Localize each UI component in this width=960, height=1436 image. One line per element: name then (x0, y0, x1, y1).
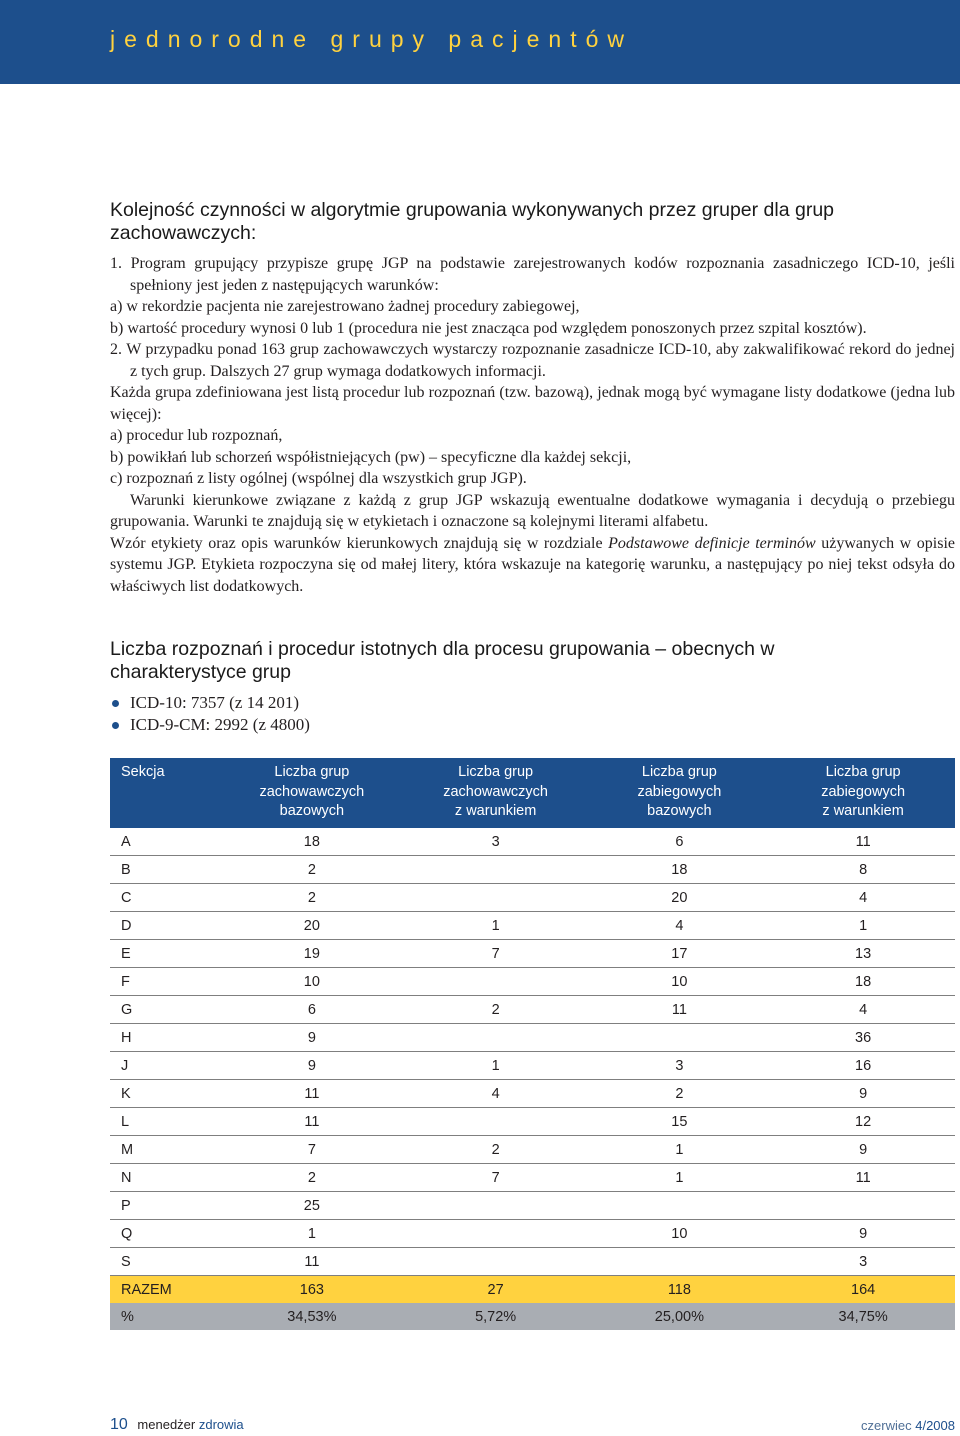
table-cell: 6 (220, 996, 404, 1024)
table-cell: 2 (220, 856, 404, 884)
chapter-reference: Podstawowe definicje terminów (608, 534, 816, 552)
table-cell: L (110, 1108, 220, 1136)
table-cell: 15 (588, 1108, 772, 1136)
footer-publication (110, 1416, 244, 1434)
table-cell: 5,72% (404, 1303, 588, 1330)
table-total-row (110, 1276, 955, 1304)
table-cell: 20 (588, 884, 772, 912)
table-cell: 4 (771, 884, 955, 912)
table-cell: 11 (771, 828, 955, 856)
label-pattern-text-2: używanych w opisie systemu JGP. Etykieta rozpoczyna się od małej litery, która wskazuje na kategorię warunku, a następujący po niej tekst odsyła do właściwych list dodatkowych. (110, 534, 955, 595)
table-row (110, 1192, 955, 1220)
issue-month: czerwiec (861, 1418, 912, 1433)
header-title: jednorodne grupy pacjentów (110, 26, 633, 52)
table-cell: F (110, 968, 220, 996)
label-pattern-text-1: Wzór etykiety oraz opis warunków kierunkowych znajdują się w rozdziale (110, 534, 609, 552)
table-cell: 3 (404, 828, 588, 856)
list-item-a: a) procedur lub rozpoznań, (110, 427, 283, 444)
table-row (110, 1220, 955, 1248)
table-cell: 11 (220, 1080, 404, 1108)
table-cell: 11 (771, 1164, 955, 1192)
table-cell: 1 (588, 1136, 772, 1164)
table-cell: 8 (771, 856, 955, 884)
table-cell: 1 (588, 1164, 772, 1192)
table-cell: G (110, 996, 220, 1024)
paragraph-conditions: Warunki kierunkowe związane z każdą z grup JGP wskazują ewentualne dodatkowe wymagania i decydują o przebiegu grupowania. Warunki te znajdują się w etykietach i oznaczone są kolejnymi literami alfabetu. (110, 491, 955, 530)
table-cell (404, 1248, 588, 1276)
table-cell: 25 (220, 1192, 404, 1220)
table-cell: 163 (220, 1276, 404, 1304)
table-cell (404, 968, 588, 996)
table-cell: 36 (771, 1024, 955, 1052)
table-cell: 3 (588, 1052, 772, 1080)
table-row (110, 1024, 955, 1052)
bullet-icd9cm: ICD-9-CM: 2992 (z 4800) (110, 714, 310, 736)
table-cell: 11 (588, 996, 772, 1024)
table-cell: 18 (588, 856, 772, 884)
table-cell: 1 (220, 1220, 404, 1248)
table-cell: D (110, 912, 220, 940)
table-cell: A (110, 828, 220, 856)
page-number: 10 (110, 1416, 128, 1433)
table-percent-row (110, 1303, 955, 1330)
table-cell: 17 (588, 940, 772, 968)
table-cell: 164 (771, 1276, 955, 1304)
table-cell: 27 (404, 1276, 588, 1304)
table-row (110, 1080, 955, 1108)
issue-number: 4/2008 (915, 1418, 955, 1433)
header-surgical-conditional: Liczba grup zabiegowych z warunkiem (771, 758, 955, 828)
table-cell (404, 1108, 588, 1136)
table-cell: 2 (404, 1136, 588, 1164)
table-cell: 34,75% (771, 1303, 955, 1330)
table-cell: 16 (771, 1052, 955, 1080)
table-cell: 11 (220, 1108, 404, 1136)
table-cell: 1 (771, 912, 955, 940)
footer-issue (861, 1418, 955, 1433)
table-cell: 3 (771, 1248, 955, 1276)
table-cell (588, 1248, 772, 1276)
magazine-name-first: menedżer (137, 1417, 196, 1432)
table-cell (404, 884, 588, 912)
table-cell: 4 (771, 996, 955, 1024)
step-1: 1. Program grupujący przypisze grupę JGP na podstawie zarejestrowanych kodów rozpoznania zasadniczego ICD-10, jeśli spełniony jest jeden z następujących warunków: (110, 255, 955, 294)
table-cell: 19 (220, 940, 404, 968)
table-cell: 20 (220, 912, 404, 940)
table-cell: 13 (771, 940, 955, 968)
table-row (110, 1164, 955, 1192)
list-item-c: c) rozpoznań z listy ogólnej (wspólnej dla wszystkich grup JGP). (110, 470, 527, 487)
table-cell (771, 1192, 955, 1220)
section-heading-algorithm: Kolejność czynności w algorytmie grupowania wykonywanych przez gruper dla grup zachowawczych: (110, 199, 835, 244)
table-cell: 2 (588, 1080, 772, 1108)
header-conservative-conditional: Liczba grup zachowawczych z warunkiem (404, 758, 588, 828)
table-cell: 1 (404, 912, 588, 940)
table-cell: 6 (588, 828, 772, 856)
table-cell: 11 (220, 1248, 404, 1276)
table-cell: N (110, 1164, 220, 1192)
table-cell: 7 (404, 940, 588, 968)
table-cell: % (110, 1303, 220, 1330)
table-row (110, 1108, 955, 1136)
table-cell: 2 (404, 996, 588, 1024)
header-section: Sekcja (110, 758, 220, 828)
table-cell: 10 (220, 968, 404, 996)
section-heading-counts: Liczba rozpoznań i procedur istotnych dla procesu grupowania – obecnych w charakterystyce grup (110, 638, 775, 683)
table-cell (404, 1220, 588, 1248)
table-cell: 1 (404, 1052, 588, 1080)
table-row (110, 828, 955, 856)
table-cell (404, 1192, 588, 1220)
table-cell: 25,00% (588, 1303, 772, 1330)
table-row (110, 884, 955, 912)
bullet-icd10: ICD-10: 7357 (z 14 201) (110, 692, 310, 714)
table-cell: 118 (588, 1276, 772, 1304)
table-cell: J (110, 1052, 220, 1080)
table-row (110, 912, 955, 940)
table-body (110, 828, 955, 1330)
table-cell: B (110, 856, 220, 884)
step-1a: a) w rekordzie pacjenta nie zarejestrowano żadnej procedury zabiegowej, (110, 298, 580, 315)
table-cell: 10 (588, 968, 772, 996)
table-cell: 2 (220, 1164, 404, 1192)
table-row (110, 856, 955, 884)
table-cell: 7 (220, 1136, 404, 1164)
list-item-b: b) powikłań lub schorzeń współistniejących (pw) – specyficzne dla każdej sekcji, (110, 448, 632, 466)
table-cell: M (110, 1136, 220, 1164)
table-row (110, 1052, 955, 1080)
table-cell: 10 (588, 1220, 772, 1248)
table-cell (404, 1024, 588, 1052)
step-1b: b) wartość procedury wynosi 0 lub 1 (procedura nie jest znacząca pod względem ponoszonych przez szpital kosztów). (110, 319, 867, 337)
table-row (110, 1136, 955, 1164)
table-header-row (110, 758, 955, 828)
table-cell: 4 (588, 912, 772, 940)
table-cell: C (110, 884, 220, 912)
step-2: 2. W przypadku ponad 163 grup zachowawczych wystarczy rozpoznanie zasadnicze ICD-10, aby zakwalifikować rekord do jednej z tych grup. Dalszych 27 grup wymaga dodatkowych informacji. (110, 341, 955, 380)
code-count-list (110, 692, 310, 736)
header-conservative-base: Liczba grup zachowawczych bazowych (220, 758, 404, 828)
table-cell (588, 1192, 772, 1220)
header-band (0, 0, 960, 84)
table-cell: 4 (404, 1080, 588, 1108)
table-cell: 9 (771, 1080, 955, 1108)
table-cell: Q (110, 1220, 220, 1248)
table-cell: 34,53% (220, 1303, 404, 1330)
table-cell: S (110, 1248, 220, 1276)
table-row (110, 940, 955, 968)
table-cell: H (110, 1024, 220, 1052)
table-cell (404, 856, 588, 884)
paragraph-label-pattern (110, 533, 955, 598)
table-cell: K (110, 1080, 220, 1108)
header-surgical-base: Liczba grup zabiegowych bazowych (588, 758, 772, 828)
table-cell: 12 (771, 1108, 955, 1136)
magazine-name-second: zdrowia (198, 1417, 244, 1432)
table-row (110, 968, 955, 996)
table-cell: 18 (771, 968, 955, 996)
table-cell: 7 (404, 1164, 588, 1192)
table-cell: RAZEM (110, 1276, 220, 1304)
table-cell: 9 (220, 1052, 404, 1080)
table-cell: 2 (220, 884, 404, 912)
group-count-table (110, 758, 955, 1330)
table-row (110, 1248, 955, 1276)
paragraph-lists: Każda grupa zdefiniowana jest listą procedur lub rozpoznań (tzw. bazową), jednak mogą być wymagane listy dodatkowe (jedna lub więcej): (110, 384, 955, 423)
table-cell: 18 (220, 828, 404, 856)
table-cell (588, 1024, 772, 1052)
table-cell: P (110, 1192, 220, 1220)
body-text (110, 253, 955, 597)
table-cell: E (110, 940, 220, 968)
table-row (110, 996, 955, 1024)
table-cell: 9 (771, 1220, 955, 1248)
table-cell: 9 (771, 1136, 955, 1164)
table-cell: 9 (220, 1024, 404, 1052)
